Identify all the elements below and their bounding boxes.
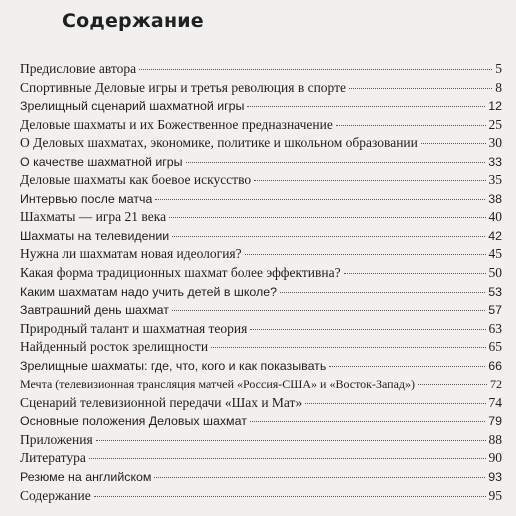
toc-entry-title: Мечта (телевизионная трансляция матчей «Россия-США» и «Восток-Запад») (20, 377, 416, 392)
toc-entry-title: Литература (20, 450, 86, 466)
toc-entry-page: 53 (488, 284, 502, 299)
toc-entry-page: 88 (488, 431, 502, 447)
dot-leader (250, 329, 485, 330)
toc-entry-title: Основные положения Деловых шахмат (20, 414, 247, 429)
toc-entry-title: Шахматы — игра 21 века (20, 209, 167, 225)
toc-entry-page: 57 (488, 303, 502, 318)
page-title: Содержание (62, 10, 204, 32)
toc-entry-title: Интервью после матча (20, 191, 153, 206)
toc-entry-title: Содержание (20, 487, 91, 503)
toc-entry-page: 63 (488, 320, 502, 336)
toc-entry-page: 72 (490, 377, 502, 392)
toc-entry-page: 66 (488, 358, 502, 373)
toc-entry (20, 264, 502, 283)
toc-entry-title: Завтрашний день шахмат (20, 303, 169, 318)
dot-leader (211, 347, 485, 348)
dot-leader (172, 310, 485, 311)
toc-entry-page: 40 (488, 209, 502, 225)
toc-entry-title: Каким шахматам надо учить детей в школе? (20, 284, 278, 299)
toc-entry-page: 95 (488, 487, 502, 503)
toc-entry-title: Сценарий телевизионной передачи «Шах и Мат» (20, 394, 303, 410)
toc-entry (20, 116, 502, 135)
toc-entry-page: 33 (488, 154, 502, 169)
toc-entry-title: Природный талант и шахматная теория (20, 320, 248, 336)
toc-entry (20, 171, 502, 190)
dot-leader (169, 217, 485, 218)
toc-entry-page: 5 (495, 61, 502, 76)
toc-entry-title: Какая форма традиционных шахмат более эффективна? (20, 265, 341, 281)
toc-entry (20, 245, 502, 264)
toc-entry (20, 394, 502, 413)
toc-entry-title: Резюме на английском (20, 470, 152, 485)
toc-entry (20, 320, 502, 339)
dot-leader (280, 292, 485, 293)
toc-entry-page: 8 (495, 79, 502, 95)
toc-entry-page: 93 (488, 470, 502, 485)
dot-leader (418, 384, 487, 385)
toc-entry-title: Спортивные Деловые игры и третья революция в спорте (20, 79, 347, 95)
dot-leader (89, 458, 486, 459)
toc-entry-title: Приложения (20, 431, 93, 447)
dot-leader (329, 366, 485, 367)
table-of-contents (20, 60, 502, 505)
dot-leader (139, 69, 492, 70)
toc-entry-page: 74 (488, 394, 502, 410)
toc-entry-title: Нужна ли шахматам новая идеология? (20, 246, 242, 262)
dot-leader (155, 199, 485, 200)
toc-entry-page: 42 (488, 228, 502, 243)
toc-entry (20, 412, 502, 431)
toc-entry-title: Зрелищные шахматы: где, что, кого и как показывать (20, 358, 327, 373)
toc-entry (20, 79, 502, 98)
toc-entry (20, 487, 502, 506)
dot-leader (245, 254, 486, 255)
toc-entry-title: Шахматы на телевидении (20, 228, 170, 243)
toc-entry-title: Деловые шахматы как боевое искусство (20, 172, 252, 188)
dot-leader (186, 162, 486, 163)
dot-leader (247, 106, 485, 107)
toc-entry (20, 431, 502, 450)
toc-entry (20, 301, 502, 320)
dot-leader (96, 440, 486, 441)
toc-entry-page: 35 (488, 172, 502, 188)
toc-entry-title: О Деловых шахматах, экономике, политике и школьном образовании (20, 135, 418, 151)
dot-leader (172, 236, 485, 237)
toc-entry-page: 65 (488, 339, 502, 355)
toc-entry-page: 38 (488, 191, 502, 206)
dot-leader (154, 477, 485, 478)
toc-entry-page: 45 (488, 246, 502, 262)
dot-leader (421, 143, 486, 144)
dot-leader (344, 273, 486, 274)
toc-entry (20, 357, 502, 376)
dot-leader (254, 180, 485, 181)
toc-entry (20, 97, 502, 116)
toc-entry (20, 60, 502, 79)
toc-entry (20, 153, 502, 172)
toc-entry (20, 375, 502, 394)
dot-leader (336, 125, 486, 126)
toc-entry (20, 190, 502, 209)
toc-entry (20, 468, 502, 487)
toc-entry-page: 90 (488, 450, 502, 466)
toc-entry-page: 12 (488, 99, 502, 114)
toc-entry-page: 50 (488, 265, 502, 281)
dot-leader (349, 88, 492, 89)
toc-entry-title: Найденный росток зрелищности (20, 339, 209, 355)
toc-entry-title: Деловые шахматы и их Божественное предназначение (20, 116, 333, 132)
dot-leader (94, 496, 486, 497)
toc-entry-title: Предисловие автора (20, 61, 137, 76)
dot-leader (250, 421, 485, 422)
toc-entry (20, 449, 502, 468)
toc-entry-page: 30 (488, 135, 502, 151)
toc-entry (20, 283, 502, 302)
toc-entry-page: 79 (488, 414, 502, 429)
toc-entry (20, 208, 502, 227)
toc-entry-page: 25 (488, 116, 502, 132)
toc-entry (20, 338, 502, 357)
toc-entry (20, 227, 502, 246)
toc-entry-title: О качестве шахматной игры (20, 154, 183, 169)
dot-leader (305, 403, 485, 404)
toc-entry-title: Зрелищный сценарий шахматной игры (20, 99, 245, 114)
toc-entry (20, 134, 502, 153)
